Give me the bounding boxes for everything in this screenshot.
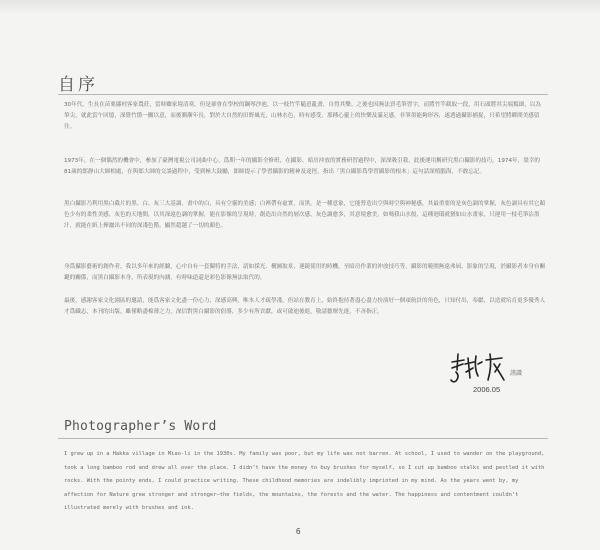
title-rule-zh xyxy=(58,94,548,95)
paragraph-en: I grew up in a Hakka village in Miao-li in the 1930s. My family was poor, but my life was not barren. At school, I used to wander on the playground, took a long bamboo rod and drew all over the place. I didn’t have the money to buy brushes for myself, so I cut up bamboo stalks and pestled it with rocks. With the pointy ends, I could practice writing. These childhood memories are indelibly imprinted in my mind. As the years went by, my affection for Nature grew stronger and stronger—the fields, the mountains, the forests and the water. The happiness and contentment couldn’t illustrated merely with brushes and ink. xyxy=(64,451,545,511)
signature-role: 謹識 xyxy=(510,370,523,377)
page-title-en: Photographer’s Word xyxy=(64,419,217,434)
author-signature xyxy=(448,350,558,410)
signature-date: 2006.05 xyxy=(473,385,501,394)
paragraph-zh-1: 30年代，生長在苗栗縣村客家農莊，當時雖家境清寒，但是卻會在學校的鋼琴沙池，以一枝竹竿隨意亂畫，自得其樂。之後也因無法買毛筆習字，而將竹竿截取一段，用石頭將其尖端搗細，以為筆尖，就此當午回憶，深覺竹節一撇以意，而後漸漸年長，對於大自然的田野風光，山林水色，時有感受，那種心靈上的快樂及滿足感，非筆墨能夠形容，遂透過攝影捕捉，只希望將瞬間美感留住。 xyxy=(64,102,541,130)
page-title-zh: 自序 xyxy=(58,75,98,95)
paragraph-zh-5: 最後，感謝客家文化園區的邀請，能爲客家文化盡一份心力，深感高興，唯本人才疏學淺，但站在教育上，始終抱持著盡心盡力扮演好一個頑航員的角色，只知付出，奉獻，以造就培育更多優秀人才爲職志，本刊的出版，雖僅略盡棉薄之力，深信對黑白攝影的倡導，多少有所貢獻，或可啟迪後進，敬請藝壇先進，不吝指正。 xyxy=(64,298,546,315)
paragraph-zh-2: 1973年，在一個偶然的機會中，參加了臺灣電視公司詞曲中心，爲期一年的攝影全修班，在攝影、暗房沖放的實務研習過程中，深深吸引我，此後運用稱研究黑白攝影的技巧。1974年，榮幸的81歲的郎靜山大師相處，在與郎大師的交談過程中，受到極大鼓勵，郎師提示了學習攝影的精神及途徑，指出「黑白攝影爲學習攝影的根本」這句話深植腦海，不敢忘記。 xyxy=(64,158,540,175)
paragraph-zh-3: 黑白攝影乃利用黑白截片的黑、白、灰三大基調，畫中的白，具有空靈的美感；白裡帶有虛實，而黑，是一種意象，它能營造出空與時空與神秘感，其最重要的是灰色調的掌握，灰色調具有其它顏色少有的柔性美感，灰色的天地間，以其深遠色調的掌握，能在影像的呈現時，創造出自然的層次感，灰色調愈多，其意境愈美，如嗎我山水般，這種迴環就猶如山水畫家，只運用一枝毛筆沾墨汁，就能在紙上揮灑出不同的深淺色階，顯然超越了一切的顏色。 xyxy=(64,201,546,229)
handwritten-signature-icon xyxy=(448,350,508,388)
title-rule-en xyxy=(58,438,548,439)
page-number: 6 xyxy=(296,527,301,536)
scan-shadow xyxy=(0,0,600,14)
paragraph-zh-4: 身爲攝影藝術的創作者，我以多年來的經驗，心中自有一套獨特的手法，請如採光、構圖取景、連鏡使用的時機，至暗房作業的沖放技巧等，攝影的範圍無遠弗屆，影象的呈現，於攝影者本身有關鍵的關係，而黑白攝影本身，所表現的內涵，有時味道還是彩色影像無法取代的。 xyxy=(64,264,546,281)
